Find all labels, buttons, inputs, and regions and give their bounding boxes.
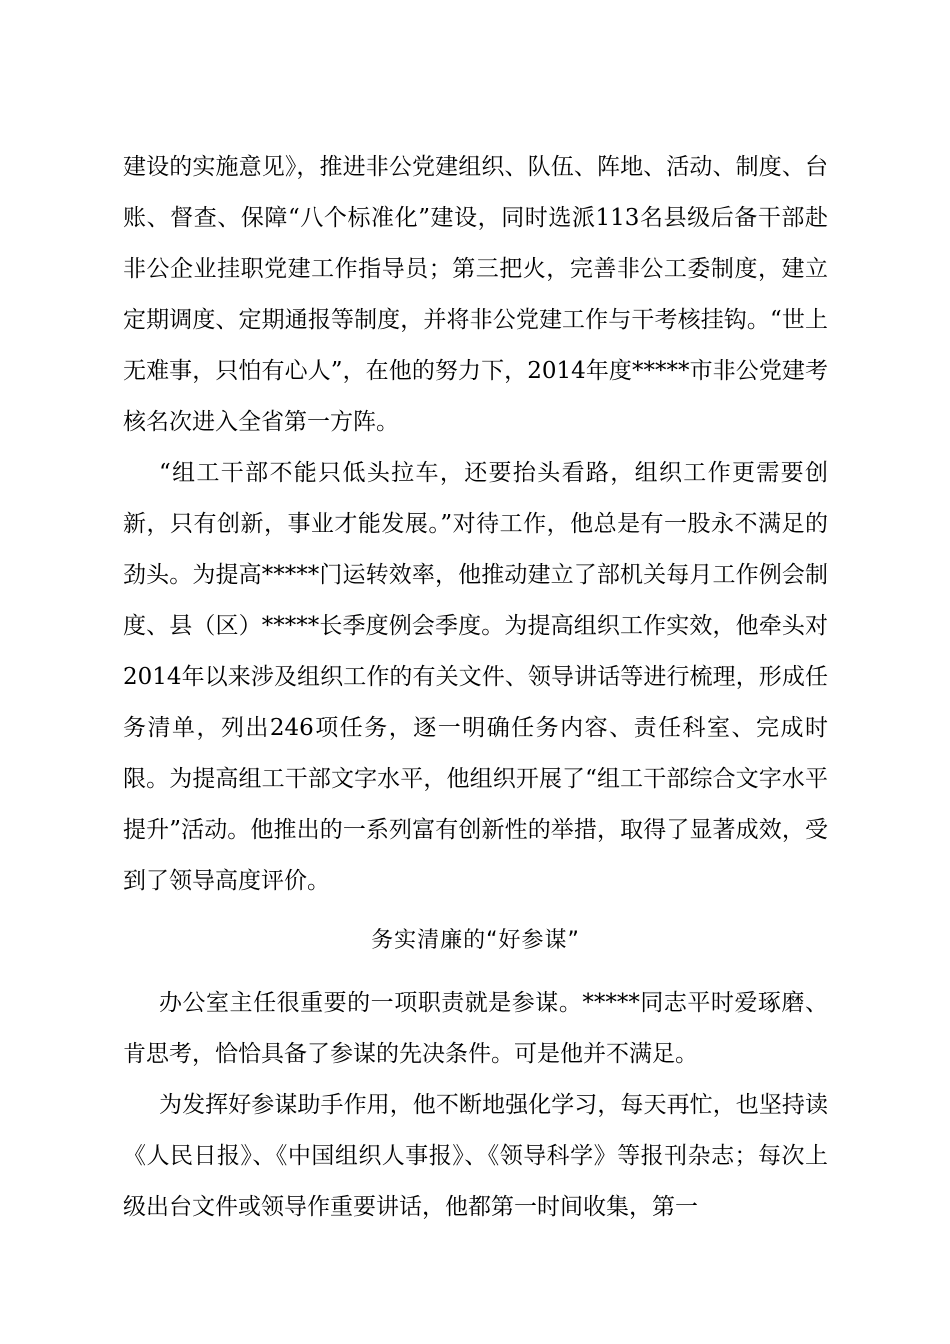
paragraph-4: 为发挥好参谋助手作用，他不断地强化学习，每天再忙，也坚持读《人民日报》、《中国组织人事报》、《领导科学》等报刊杂志；每次上级出台文件或领导作重要讲话，他都第一时间收集，第一 bbox=[123, 1092, 828, 1220]
paragraph-1: 建设的实施意见》，推进非公党建组织、队伍、阵地、活动、制度、台账、督查、保障“八个标准化”建设，同时选派113名县级后备干部赴非公企业挂职党建工作指导员；第三把火，完善非公工委制度，建立定期调度、定期通报等制度，并将非公党建工作与干考核挂钩。“世上无难事，只怕有心人”，在他的努力下，2014年度*****市非公党建考核名次进入全省第一方阵。 bbox=[123, 154, 828, 435]
document-body bbox=[123, 142, 828, 1233]
paragraph-3: 办公室主任很重要的一项职责就是参谋。*****同志平时爱琢磨、肯思考，恰恰具备了参谋的先决条件。可是他并不满足。 bbox=[123, 990, 828, 1067]
section-heading: 务实清廉的“好参谋” bbox=[371, 928, 580, 953]
paragraph-2: “组工干部不能只低头拉车，还要抬头看路，组织工作更需要创新，只有创新，事业才能发展。”对待工作，他总是有一股永不满足的劲头。为提高*****门运转效率，他推动建立了部机关每月工作例会制度、县（区）*****长季度例会季度。为提高组织工作实效，他牵头对2014年以来涉及组织工作的有关文件、领导讲话等进行梳理，形成任务清单，列出246项任务，逐一明确任务内容、责任科室、完成时限。为提高组工干部文字水平，他组织开展了“组工干部综合文字水平提升”活动。他推出的一系列富有创新性的举措，取得了显著成效，受到了领导高度评价。 bbox=[123, 460, 828, 894]
